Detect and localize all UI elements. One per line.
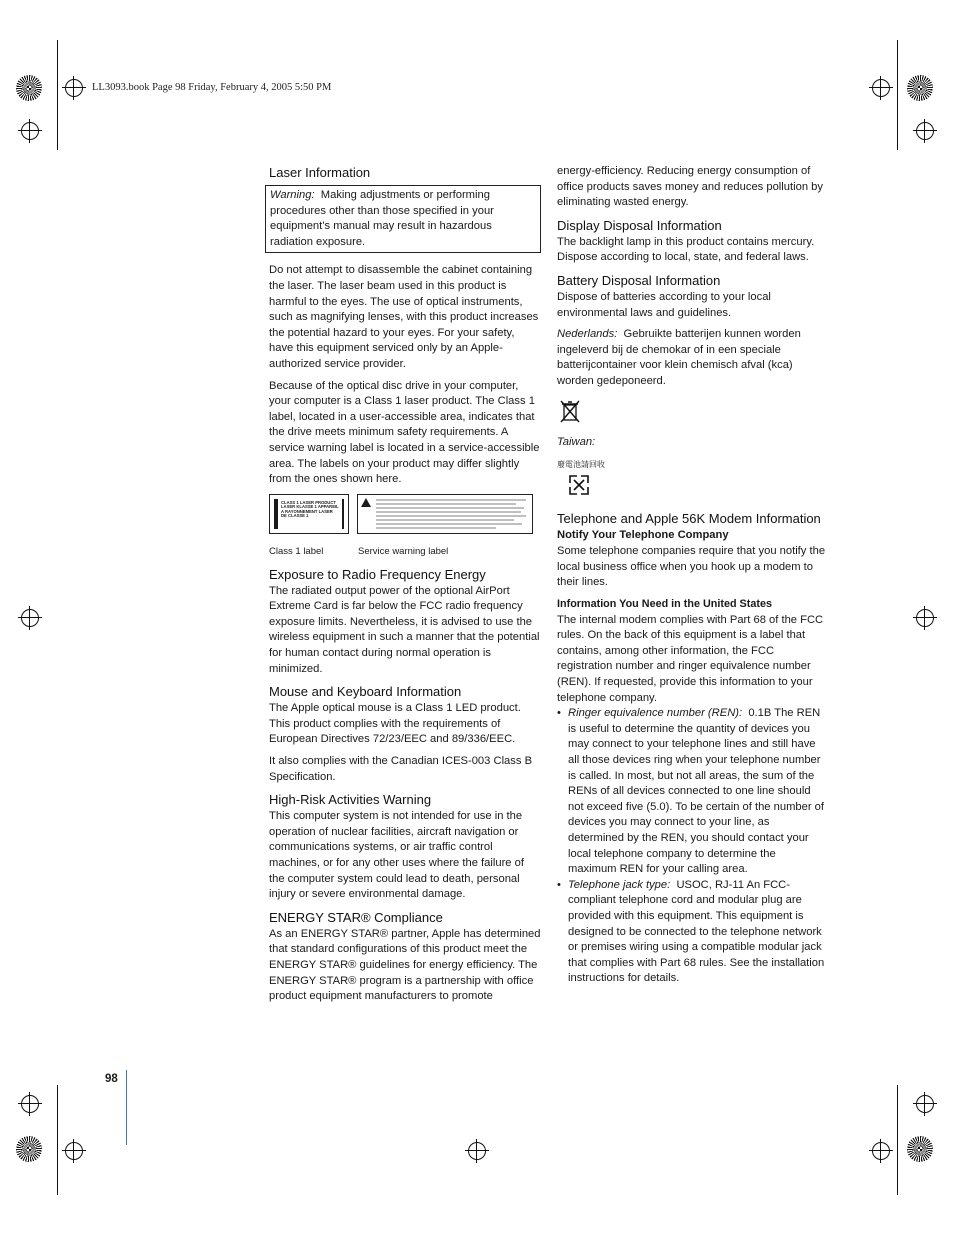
crop-line [57, 1085, 58, 1195]
label-captions [269, 544, 541, 560]
ren-text: 0.1B The REN is useful to determine the quantity of devices you may connect to your telephone lines and still have all those devices ring when your telephone number is called. In most, but not all areas, the sum of the RENs of all devices connected to one line should not exceed five (5.0). To be certain of the number of devices you may connect to your line, as determined by the REN, you should contact your local telephone company to determine the maximum REN for your calling area. [568, 707, 825, 876]
crosshair-mark [21, 609, 39, 627]
taiwan-recycle-text: 廢電池請回收 [557, 459, 605, 469]
crosshair-mark [872, 1142, 890, 1160]
laser-warning-box [265, 185, 541, 253]
page-number: 98 [105, 1073, 118, 1085]
crosshair-mark [916, 122, 934, 140]
modem-heading: Telephone and Apple 56K Modem Information [557, 510, 821, 526]
service-warning-label-image [357, 494, 533, 534]
mouse-heading: Mouse and Keyboard Information [269, 684, 462, 700]
header-slug: LL3093.book Page 98 Friday, February 4, 2005 5:50 PM [92, 82, 332, 93]
crop-line [57, 40, 58, 150]
left-column [269, 164, 541, 1011]
crosshair-mark [21, 1095, 39, 1113]
laser-paragraph-2: Because of the optical disc drive in your computer, your computer is a Class 1 laser product. The Class 1 label, located in a user-accessible area, indicates that the drive meets minimum safety requirements. A service warning label is located in a service-accessible area. The labels on your product may differ slightly from the ones shown here. [269, 379, 540, 486]
registration-star-top-left [16, 75, 42, 101]
display-paragraph: The backlight lamp in this product contains mercury. Dispose according to local, state, and federal laws. [557, 235, 815, 264]
jack-label: Telephone jack type: [568, 878, 671, 891]
energy-continued: energy-efficiency. Reducing energy consumption of office products saves money and reduces pollution by eliminating wasted energy. [557, 165, 823, 209]
class1-label-text: CLASS 1 LASER PRODUCT LASER KLASSE 1 APPAREIL A RAYONNEMENT LASER DE CLASSE 1 [278, 499, 342, 529]
taiwan-label: Taiwan: [557, 436, 596, 449]
laser-paragraph-1: Do not attempt to disassemble the cabinet containing the laser. The laser beam used in this product is harmful to the eyes. The use of optical instruments, such as magnifying lenses, with this product increases the potential hazard to your eyes. For your safety, have this equipment serviced only by an Apple-authorized service provider. [269, 264, 539, 370]
nederlands-label: Nederlands: [557, 328, 618, 341]
rf-heading: Exposure to Radio Frequency Energy [269, 566, 486, 582]
notify-paragraph: Some telephone companies require that you notify the local business office when you hook up a modem to their lines. [557, 544, 826, 589]
registration-star-bottom-left [16, 1136, 42, 1162]
list-item [568, 878, 827, 987]
page-number-rule [126, 1070, 127, 1145]
us-info-heading: Information You Need in the United States [557, 597, 772, 610]
battery-heading: Battery Disposal Information [557, 272, 721, 288]
warning-triangle-icon [361, 498, 371, 507]
crosshair-mark [65, 1142, 83, 1160]
crosshair-mark [916, 609, 934, 627]
rf-paragraph: The radiated output power of the optional AirPort Extreme Card is far below the FCC radio frequency exposure limits. Nevertheless, it is advised to use the wireless equipment in such a manner that the potential for human contact during normal operation is minimized. [269, 584, 540, 675]
crop-line [897, 40, 898, 150]
registration-star-top-right [907, 75, 933, 101]
crosshair-mark [916, 1095, 934, 1113]
battery-paragraph: Dispose of batteries according to your local environmental laws and guidelines. [557, 290, 771, 319]
mouse-paragraph-1: The Apple optical mouse is a Class 1 LED product. This product complies with the requirements of European Directives 72/23/EEC and 89/336/EEC. [269, 702, 521, 746]
energy-paragraph: As an ENERGY STAR® partner, Apple has determined that standard configurations of this product meet the ENERGY STAR® guidelines for energy efficiency. The ENERGY STAR® program is a partnership with office product equipment manufacturers to promote [269, 927, 541, 1003]
crosshair-mark [468, 1142, 486, 1160]
mouse-paragraph-2: It also complies with the Canadian ICES-003 Class B Specification. [269, 755, 533, 783]
us-info-paragraph: The internal modem complies with Part 68 of the FCC rules. On the back of this equipment is a label that contains, among other information, the FCC registration number and ringer equivalence number (REN). If requested, provide this information to your telephone company. [557, 613, 824, 704]
crosshair-mark [65, 79, 83, 97]
service-warning-label-lines [376, 498, 530, 530]
warning-text: Making adjustments or performing procedures other than those specified in your equipment’s manual may result in hazardous radiation exposure. [270, 189, 494, 248]
list-item [568, 706, 827, 878]
caption-class1: Class 1 label [269, 545, 324, 557]
notify-heading: Notify Your Telephone Company [557, 528, 729, 541]
registration-star-bottom-right [907, 1136, 933, 1162]
crop-line [897, 1085, 898, 1195]
recycle-icon [567, 474, 827, 502]
crosshair-mark [21, 122, 39, 140]
laser-heading: Laser Information [269, 165, 371, 180]
jack-text: USOC, RJ-11 An FCC-compliant telephone cord and modular plug are provided with this equipment. This equipment is designed to be connected to the telephone network or premises wiring using a compatible modular jack that complies with Part 68 rules. See the installation instructions for details. [568, 878, 825, 985]
caption-service: Service warning label [358, 545, 449, 557]
right-column [557, 164, 827, 987]
highrisk-paragraph: This computer system is not intended for use in the operation of nuclear facilities, aircraft navigation or communications systems, or air traffic control machines, or for any other uses where the failure of the computer system could lead to death, personal injury or severe environmental damage. [269, 810, 524, 901]
nederlands-text: Gebruikte batterijen kunnen worden ingeleverd bij de chemokar of in een speciale batterijcontainer voor klein chemisch afval (kca) worden gedeponeerd. [557, 328, 801, 387]
display-heading: Display Disposal Information [557, 217, 722, 233]
energy-heading: ENERGY STAR® Compliance [269, 909, 443, 925]
crosshair-mark [872, 79, 890, 97]
laser-labels [269, 494, 541, 536]
highrisk-heading: High-Risk Activities Warning [269, 792, 432, 808]
class1-label-image [269, 494, 349, 534]
modem-bullet-list [557, 706, 827, 987]
crossed-bin-icon [559, 398, 827, 430]
warning-label: Warning: [270, 189, 315, 201]
ren-label: Ringer equivalence number (REN): [568, 707, 743, 720]
